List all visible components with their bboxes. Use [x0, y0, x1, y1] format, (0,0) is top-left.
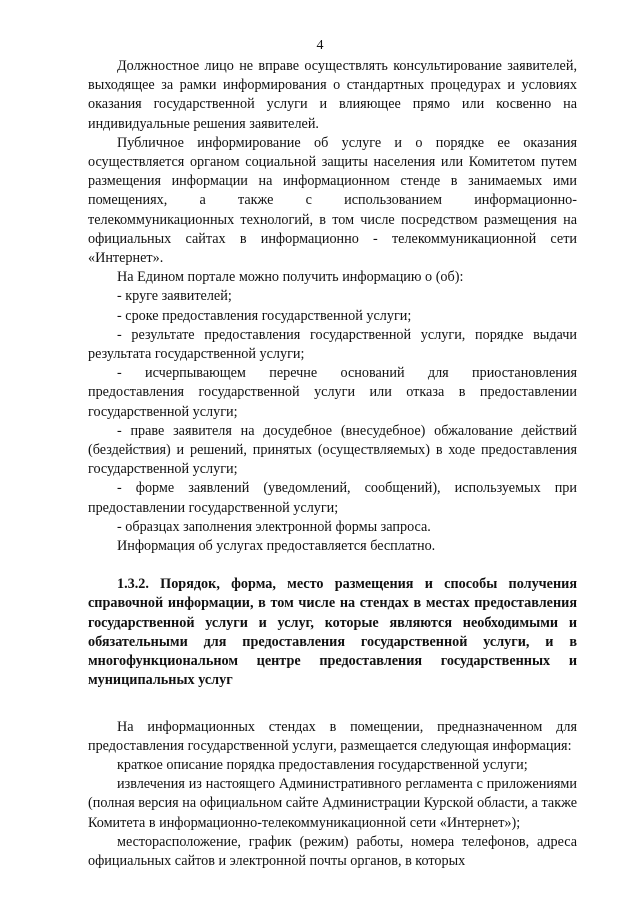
list-item: - круге заявителей;: [117, 288, 232, 305]
spacer: [88, 691, 577, 718]
paragraph: Публичное информирование об услуге и о порядке ее оказания осуществляется органом социальной защиты населения или Комитетом путем размещения информации на информационном стенде в занимаемых ими помещениях, а также с использованием информационно-телекоммуникационных технологий, в том числе посредством размещения на официальных сайтах в информационно - телекоммуникационной сети «Интернет».: [88, 134, 577, 267]
list-item: - сроке предоставления государственной услуги;: [117, 307, 412, 324]
list-item: - исчерпывающем перечне оснований для приостановления предоставления государственной услуги или отказа в предоставлении государственной услуги;: [88, 365, 577, 420]
list-item: - форме заявлений (уведомлений, сообщений), используемых при предоставлении государственной услуги;: [88, 480, 577, 516]
section-heading: 1.3.2. Порядок, форма, место размещения и способы получения справочной информации, в том числе на стендах в местах предоставления государственной услуги и услуг, которые являются необходимыми и обязательными для предоставления государственной услуги, и в многофункциональном центре предоставления государственных и муниципальных услуг: [88, 576, 577, 689]
paragraph: Должностное лицо не вправе осуществлять консультирование заявителей, выходящее за рамки информирования о стандартных процедурах и условиях оказания государственной услуги и влияющее прямо или косвенно на индивидуальные решения заявителей.: [88, 58, 577, 132]
paragraph: месторасположение, график (режим) работы, номера телефонов, адреса официальных сайтов и электронной почты органов, в которых: [88, 833, 577, 869]
list-item: - образцах заполнения электронной формы запроса.: [117, 518, 431, 535]
paragraph: извлечения из настоящего Административного регламента с приложениями (полная версия на официальном сайте Администрации Курской области, а также Комитета в информационно-телекоммуникационной сети «Интернет»);: [88, 776, 577, 831]
list-item: - праве заявителя на досудебное (внесудебное) обжалование действий (бездействия) и решений, принятых (осуществляемых) в ходе предоставления государственной услуги;: [88, 422, 577, 478]
paragraph: Информация об услугах предоставляется бесплатно.: [117, 538, 436, 555]
paragraph: краткое описание порядка предоставления государственной услуги;: [117, 756, 528, 773]
document-body: [88, 57, 577, 871]
list-item: - результате предоставления государственной услуги, порядке выдачи результата государственной услуги;: [88, 326, 577, 363]
paragraph: На информационных стендах в помещении, предназначенном для предоставления государственной услуги, размещается следующая информация:: [88, 718, 577, 754]
spacer: [88, 556, 577, 575]
page-number: 4: [316, 38, 324, 53]
paragraph: На Едином портале можно получить информацию о (об):: [117, 269, 464, 286]
